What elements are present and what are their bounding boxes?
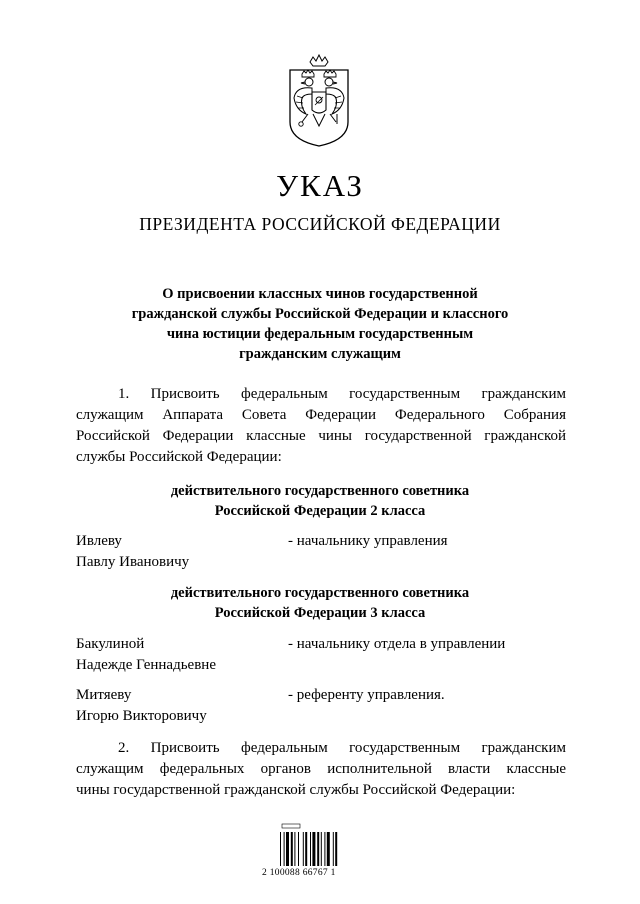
document-title: УКАЗ <box>276 168 364 203</box>
rank-heading-1: действительного государственного советника Российской Федерации 2 класса <box>170 483 470 519</box>
person-position: - начальнику управления <box>288 533 448 549</box>
document-heading: О присвоении классных чинов государственной гражданской службы Российской Федерации и классного чина юстиции федеральным государственным гражданским служащим <box>131 286 509 362</box>
paragraph-1: 1. Присвоить федеральным государственным гражданским служащим Аппарата Совета Федерации Федерального Собрания Российской Федерации классные чины государственной гражданской службы Российской Федерации: <box>76 386 566 465</box>
coat-of-arms-icon <box>282 52 356 148</box>
person-position: - начальнику отдела в управлении <box>288 636 506 652</box>
person-entry: Бакулиной Надежде Геннадьевне <box>76 636 216 673</box>
barcode-icon <box>280 822 360 868</box>
document-subtitle: ПРЕЗИДЕНТА РОССИЙСКОЙ ФЕДЕРАЦИИ <box>139 214 501 234</box>
person-position: - референту управления. <box>288 687 445 703</box>
person-entry: Митяеву Игорю Викторовичу <box>76 687 207 724</box>
barcode-number: 2 100088 66767 1 <box>262 868 336 878</box>
rank-heading-2: действительного государственного советника Российской Федерации 3 класса <box>170 585 470 621</box>
paragraph-2: 2. Присвоить федеральным государственным гражданским служащим федеральных органов исполнительной власти классные чины государственной гражданской службы Российской Федерации: <box>76 740 566 798</box>
person-entry: Ивлеву Павлу Ивановичу <box>76 533 190 570</box>
